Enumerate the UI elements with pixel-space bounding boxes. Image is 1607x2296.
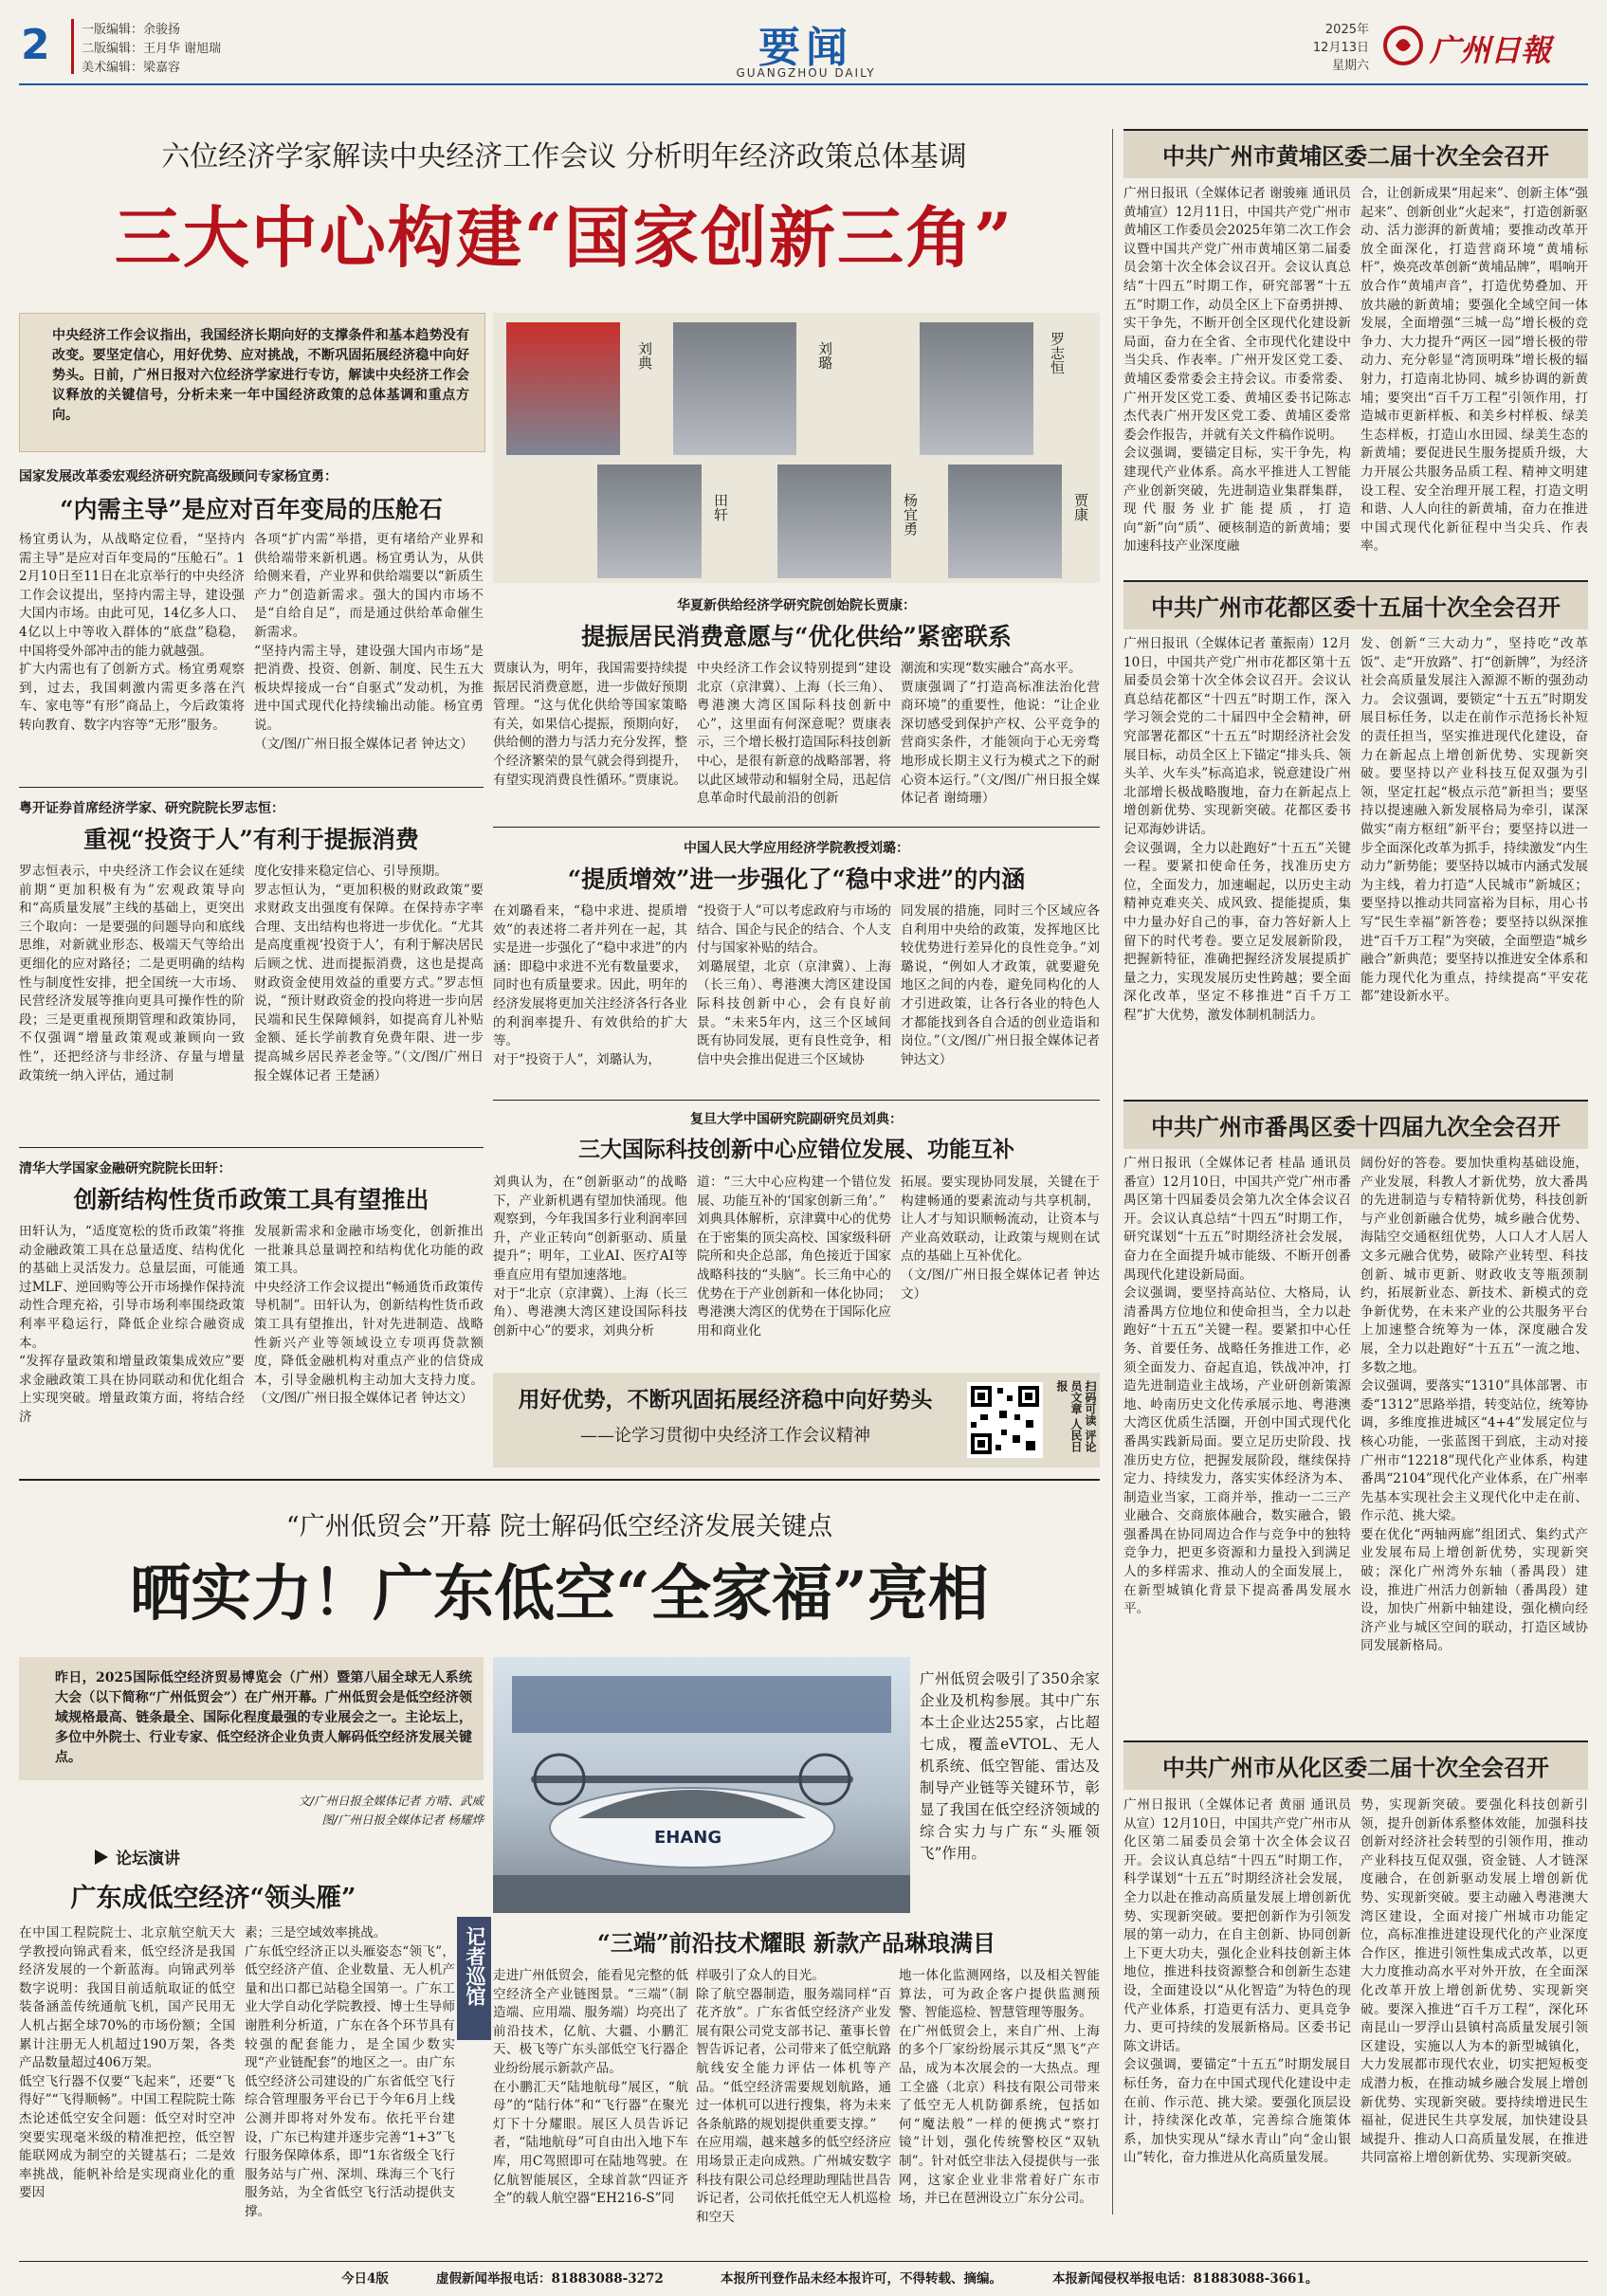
right-article-body: 广州日报讯（全媒体记者 谢骏雍 通讯员 黄埔宣）12月11日，中国共产党广州市黄埔区工作委员会2025年第二次工作会议暨中国共产党广州市黄埔区第二届委员会第十次全体会议召开。会议认真总结“十四五”时期工作，研究部署“十五五”时期工作，动员全区上下奋勇拼搏、实干争先，不断开创全区现代化建设新局面，奋力在全省、全市现代化建设中当尖兵、作表率。广州开发区党工委、黄埔区委常委会主持会议。市委常委、广州开发区党工委、黄埔区委书记陈志杰代表广州开发区党工委、黄埔区委常委会作报告，并就有关文件稿作说明。 会议强调，要锚定目标，实干争先，构建现代产业体系。高水平推进人工智能产业创新突破，先进制造业集群集群，现代服务业扩能提质，打造向“新”向“质”、硬核制造的新黄埔；要加速科技产业深度融 <box>1123 186 1351 555</box>
expert-name-label: 贾康 <box>1072 493 1089 521</box>
editor-line: 美术编辑：梁嘉容 <box>82 61 181 75</box>
article-body: 田轩认为，“适度宽松的货币政策”将推动金融政策工具在总量适度、结构优化的基础上灵活发力。总量层面，可能通过MLF、逆回购等公开市场操作保持流动性合理充裕，引导市场利率围绕政策利率平稳运行，降低企业综合融资成本。 “发挥存量政策和增量政策集成效应”要求金融政策工具在协同联动和优化组合上实现突破。增量政策方面，将结合经济 <box>19 1224 245 1425</box>
footer-copyright: 本报所刊登作品未经本报许可，不得转载、摘编。 <box>721 2271 1002 2287</box>
expert-photo-group <box>493 313 1100 583</box>
right-article-title: 中共广州市花都区委十五届十次全会召开 <box>1151 593 1561 621</box>
expert-portrait <box>948 465 1062 578</box>
forum-body: 素；三是空域效率挑战。 广东低空经济正以头雁姿态“领飞”，低空经济产值、企业数量、无人机产量和出口都已站稳全国第一。广东工业大学自动化学院教授、博士生导师谢胜利分析道，广东在各个环节具有较强的配套能力，是全国少数实现“产业链配套”的地区之一。由广东低空经济公司建设的广东省低空飞行综合管理服务平台已于今年6月上线公测并即将对外发布。依托平台建设，广东已构建并逐步完善“1+3”飞行服务保障体系，即“1东省级全飞行服务站与广州、深圳、珠海三个飞行服务站，为全省低空飞行活动提供支撑。 <box>245 1925 455 2219</box>
article-byline: 粤开证券首席经济学家、研究院院长罗志恒： <box>19 801 284 816</box>
right-article-body: 阔份好的答卷。要加快重构基础设施，产业发展，科教人才新优势，放大番禺的先进制造与专精特新优势，科技创新与产业创新融合优势，城乡融合优势、海陆空交通枢纽优势，人口人才人居人文多元融合优势，破除产业转型、科技创新、城市更新、财政收支等瓶颈制约，拓展新业态、新技术、新模式的竞争新优势，在未来产业的公共服务平台上加速整合统筹为一体，深度融合发展，全力以赴跑好“十五五”一流之地、多数之地。 会议强调，要落实“1310”具体部署、市委“1312”思路举措，转变站位，统筹协调，多维度推进城区“4+4”发展定位与核心功能，一张蓝图干到底，主动对接广州市“12218”现代化产业体系，构建番禺“2104”现代化产业体系，在广州率先基本实现社会主义现代化中走在前、作示范、挑大梁。 要在优化“两轴两廊”组团式、集约式产业发展布局上增创新优势，实现新突破；深化广州湾外东轴（番禺段）建设，推进广州活力创新轴（番禺段）建设，加快广州新中轴建设，强化横向经济产业与城区空间的联动，打造区域协同发展新格局。 <box>1360 1156 1588 1654</box>
top-story-lead: 中央经济工作会议指出，我国经济长期向好的支撑条件和基本趋势没有改变。要坚定信心，用好优势、应对挑战，不断巩固拓展经济稳中向好势头。日前，广州日报对六位经济学家进行专访，解读中央经济工作会议释放的关键信号，分析未来一年中国经济政策的总体基调和重点方向。 <box>52 328 469 423</box>
lowalt-credit: 文/广州日报全媒体记者 方晴、武威 图/广州日报全媒体记者 杨耀烨 <box>298 1794 484 1827</box>
article-byline: 清华大学国家金融研究院院长田轩： <box>19 1161 231 1176</box>
tech-title: “三端”前沿技术耀眼 新款产品琳琅满目 <box>597 1929 995 1957</box>
article-byline: 华夏新供给经济学研究院创始院长贾康： <box>677 598 916 613</box>
footer-tipline: 本报新闻侵权举报电话：81883088-3661。 <box>1052 2271 1319 2287</box>
expert-name-label: 罗志恒 <box>1049 332 1066 374</box>
expert-name-label: 刘璐 <box>816 341 833 370</box>
right-article-title: 中共广州市黄埔区委二届十次全会召开 <box>1162 142 1549 170</box>
right-article-body: 广州日报讯（全媒体记者 董振南）12月10日，中国共产党广州市花都区第十五届委员会第十次全体会议召开。会议认真总结花都区“十四五”时期工作，深入学习领会党的二十届四中全会精神，研究部署花都区“十五五”时期经济社会发展目标，动员全区上下锚定“排头兵、领头羊、火车头”标高追求，锐意建设广州北部增长极战略腹地，奋力在新起点上增创新优势、实现新突破。花都区委书记邓海妙讲话。 会议强调，全力以赴跑好“十五五”关键一程。要紧扣使命任务，找准历史方位，全面发力，加速崛起，以历史主动精神克难夹关、成风致、提能提质，集中力量办好自己的事，奋力答好新人上留下的时代考卷。要立足发展新阶段，把握新特征，准确把握经济发展提质扩量之力，实现发展历史性跨越；要全面深化改革，坚定不移推进“百千万工程”扩大优势，激发体制机制活力。 <box>1123 636 1351 1023</box>
article-body: 贾康认为，明年，我国需要持续提振居民消费意愿，进一步做好预期管理。“这与优化供给等国家策略有关，如果信心提振，预期向好，供给侧的潜力与活力充分发挥，整个经济繁荣的景气就会得到提升，有望实现消费良性循环。”贾康说。 <box>493 661 687 788</box>
article-body: “投资于人”可以考虑政府与市场的结合、国企与民企的结合、个人支付与国家补贴的结合。 刘璐展望，北京（京津冀）、上海（长三角）、粤港澳大湾区建设国际科技创新中心，会有良好前景。“未来5年内，这三个区域间既有协同发展，更有良性竞争，相信中央会推出促进三个区域协 <box>697 903 891 1067</box>
article-body: 刘典认为，在“创新驱动”的战略下，产业新机遇有望加快涌现。他观察到，今年我国多行业利润率回升，产业正转向“创新驱动、质量提升”；明年，工业AI、医疗AI等垂直应用有望加速落地。 对于“北京（京津冀）、上海（长三角）、粤港澳大湾区建设国际科技创新中心”的要求，刘典分析 <box>493 1175 687 1339</box>
date-weekday: 星期六 <box>1331 59 1369 73</box>
article-body: 各项“扩内需”举措，更有堵给产业界和供给端带来新机遇。杨宜勇认为，从供给侧来看，产业界和供给端要以“新质生产力”创造新需求。强大的国内市场不是“自给自足”，而是通过供给革命催生新需求。 “坚持内需主导，建设强大国内市场”是把消费、投资、创新、制度、民生五大板块焊接成一台“自驱式”发动机，为推进中国式现代化持续输出动能。杨宜勇说。 （文/图/广州日报全媒体记者 钟达文） <box>254 532 484 752</box>
editor-line: 一版编辑：余骏扬 <box>82 23 181 37</box>
editor-list <box>82 21 221 78</box>
article-body: 同发展的措施，同时三个区域应各自利用中央给的政策，发挥地区比较优势进行差异化的良性竞争。”刘璐说，“例如人才政策，就要避免地区之间的内卷，避免同构化的人才引进政策，让各行各业的特色人才都能找到各自合适的创业造诣和岗位。”（文/图/广州日报全媒体记者 钟达文） <box>901 903 1100 1067</box>
article-title: “提质增效”进一步强化了“稳中求进”的内涵 <box>567 866 1026 893</box>
reporter-tag-label: 记者巡馆 <box>464 1926 487 2006</box>
issue-date <box>1308 21 1369 75</box>
article-title: 三大国际科技创新中心应错位发展、功能互补 <box>578 1137 1014 1162</box>
forum-title: 广东成低空经济“领头雁” <box>70 1884 356 1913</box>
page-footer <box>19 2268 1588 2288</box>
right-article-title: 中共广州市番禺区委十四届九次全会召开 <box>1151 1113 1561 1140</box>
qr-label: 扫码可读 评论员文章 人民日报 <box>1055 1380 1097 1453</box>
page-number: 2 <box>21 21 50 69</box>
right-article-body: 合，让创新成果“用起来”、创新主体“强起来”、创新创业“火起来”，打造创新驱动、活力澎湃的新黄埔；要推动改革开放全面深化，打造营商环境“黄埔标杆”，焕亮改革创新“黄埔品牌”，唱响开放合作“黄埔声音”，打造优势叠加、开放共融的新黄埔；要强化全域空间一体发展，全面增强“三城一岛”增长极的竞争力、大力提升“两区一园”增长极的带动力、充分彰显“湾顶明珠”增长极的辐射力，打造南北协同、城乡协调的新黄埔；要突出“百千万工程”引领作用，打造城市更新样板、和美乡村样板、绿美生态样板，打造山水田园、绿美生态的新黄埔；要促进民生服务提质升级，大力开展公共服务品质工程、精神文明建设工程、安全治理开展工程，打造文明和谐、人人向往的新黄埔，奋力在推进中国式现代化新征程中当尖兵、作表率。 <box>1360 186 1588 555</box>
date-year: 2025年 <box>1324 23 1369 37</box>
expert-name-label: 刘典 <box>636 341 653 370</box>
expert-portrait <box>920 322 1033 455</box>
article-body: 道：“三大中心应构建一个错位发展、功能互补的‘国家创新三角’。” 刘典具体解析，京津冀中心的优势在于密集的顶尖高校、国家级科研院所和央企总部，角色接近于国家战略科技的“头脑”。长三角中心的优势在于产业创新和一体化协同；粤港澳大湾区的优势在于国际化应用和商业化 <box>697 1175 891 1339</box>
aircraft-drawing <box>493 1657 910 1913</box>
article-body: 杨宜勇认为，从战略定位看，“坚持内需主导”是应对百年变局的“压舱石”。12月10日至11日在北京举行的中央经济工作会议提出，坚持内需主导，建设强大国内市场。由此可见，14亿多人口、4亿以上中等收入群体的“底盘”稳稳，中国将受外部冲击的能力就越强。 扩大内需也有了创新方式。杨宜勇观察到，过去，我国刺激内需更多落在汽车、家电等“有形”商品上，今后政策将转向教育、数字内容等“无形”服务。 <box>19 532 245 733</box>
lowalt-headline: 晒实力！广东低空“全家福”亮相 <box>130 1558 989 1630</box>
reporter-tag <box>457 1917 491 2040</box>
lowalt-kicker: “广州低贸会”开幕 院士解码低空经济发展关键点 <box>285 1512 833 1541</box>
date-day: 12月13日 <box>1312 41 1369 55</box>
expert-portrait <box>506 322 620 455</box>
article-title: 创新结构性货币政策工具有望推出 <box>73 1186 429 1213</box>
footer-hotline: 虚假新闻举报电话：81883088-3272 <box>436 2271 664 2287</box>
tech-body: 样吸引了众人的目光。 除了航空器制造，服务端同样“百花齐放”。广东省低空经济产业发展有限公司党支部书记、董事长曾智告诉记者，公司带来了低空航路航线安全能力评估一体机等产品。“低空经济需要规划航路，通过一体机可以进行搜集，将为未来各条航路的规划提供重要支撑。” 在应用端，越来越多的低空经济应用场景正走向成熟。广州城安数字科技有限公司总经理助理陆世昌告诉记者，公司依托低空无人机巡检和空天 <box>696 1968 891 2225</box>
expert-portrait <box>673 322 796 455</box>
logo-mark-icon <box>1382 25 1424 66</box>
article-body: 度化安排来稳定信心、引导预期。 罗志恒认为，“更加积极的财政政策”要求财政支出强度有保障。在保持赤字率合理、支出结构也将进一步优化。“尤其是高度重视‘投资于人’，有利于解决居民后顾之忧、进而提振消费，这也是提高财政资金使用效益的重要方式。”罗志恒说，“预计财政资金的投向将进一步向居民端和民生保障倾斜，如提高育儿补贴金额、延长学前教育免费年限、进一步提高城乡居民养老金等。”（文/图/广州日报全媒体记者 王楚涵） <box>254 864 484 1084</box>
commentary-subtitle: ——论学习贯彻中央经济工作会议精神 <box>580 1426 870 1446</box>
article-body: 发展新需求和金融市场变化，创新推出一批兼具总量调控和结构优化功能的政策工具。 中央经济工作会议提出“畅通货币政策传导机制”。田轩认为，创新结构性货币政策工具有望推出，针对先进制造、战略性新兴产业等领域设立专项再贷款额度，降低金融机构对重点产业的信贷成本，引导金融机构主动加大支持力度。（文/图/广州日报全媒体记者 钟达文） <box>254 1224 484 1407</box>
article-byline: 中国人民大学应用经济学院教授刘璐： <box>684 841 909 856</box>
forum-tag <box>95 1845 284 1869</box>
article-body: 拓展。要实现协同发展，关键在于构建畅通的要素流动与共享机制，让人才与知识顺畅流动，让资本与产业高效联动，让政策与规则在试点的基础上互补优化。 （文/图/广州日报全媒体记者 钟达文） <box>901 1175 1100 1302</box>
right-article-body: 发、创新“三大动力”，坚持吃“改革饭”、走“开放路”、打“创新牌”，为经济社会高质量发展注入源源不断的强劲动力。 会议强调，要锁定“十五五”时期发展目标任务，以走在前作示范扬长补短的责任担当，坚实推进现代化建设，奋力在新起点上增创新优势、实现新突破。要坚持以产业科技互促双强为引领，坚定扛起“极点示范”新担当；要坚持以提速融入新发展格局为牵引，谋深做实“南方枢纽”新平台；要坚持以进一步全面深化改革为抓手，持续激发“内生动力”新势能；要坚持以城市内涵式发展为主线，着力打造“人民城市”新城区；要坚持以推动共同富裕为目标，用心书写“民生幸福”新答卷；要坚持以纵深推进“百千万工程”为突破，全面塑造“城乡融合”新典范；要坚持以推进安全体系和能力现代化为重点，持续提高“平安花都”建设新水平。 <box>1360 636 1588 1005</box>
section-subtitle: GUANGZHOU DAILY <box>736 66 876 80</box>
lowalt-lead: 昨日，2025国际低空经济贸易博览会（广州）暨第八届全球无人系统大会（以下简称“广州低贸会”）在广州开幕。广州低贸会是低空经济领域规格最高、链条最全、国际化程度最强的专业展会之一。主论坛上，多位中外院士、行业专家、低空经济企业负责人解码低空经济发展关键点。 <box>55 1670 472 1765</box>
forum-body: 在中国工程院院士、北京航空航天大学教授向锦武看来，低空经济是我国经济发展的一个新蓝海。向锦武列举数字说明：我国目前适航取证的低空装备涵盖传统通航飞机，国产民用无人机占据全球70%的市场份额；全国累计注册无人机超过190万架，各类产品数量超过406万架。 低空飞行器不仅要“飞起来”，还要“飞得好”“飞得顺畅”。中国工程院院士陈杰论述低空安全问题：低空对时空冲突要实现毫米级的精准把控，低空智能联网成为制空的关键基石；二是效率挑战，能帆补给是实现商业化的重要因 <box>19 1925 235 2201</box>
expert-name-label: 田轩 <box>712 493 729 521</box>
commentary-title: 用好优势，不断巩固拓展经济稳中向好势头 <box>518 1387 933 1412</box>
forum-tag-label: 论坛演讲 <box>116 1850 180 1868</box>
article-title: “内需主导”是应对百年变局的压舱石 <box>60 496 443 523</box>
exhibition-brand-label: EHANG <box>654 1828 722 1848</box>
masthead-logo <box>1382 23 1572 70</box>
article-title: 提振居民消费意愿与“优化供给”紧密联系 <box>581 623 1012 650</box>
article-body: 罗志恒表示，中央经济工作会议在延续前期“更加积极有为”宏观政策导向和“高质量发展”主线的基础上，更突出三个取向：一是要强的问题导向和底线思维，对新就业形态、极端天气等给出更细化的应对路径；二是更明确的结构性与制度性安排，把全国统一大市场、民营经济发展等推向更具可操作性的阶段；三是更重视预期管理和政策协同，不仅强调“增量政策观或兼顾向一致性”，还把经济与非经济、存量与增量政策统一纳入评估，通过制 <box>19 864 245 1084</box>
expert-name-label: 杨宜勇 <box>902 493 919 536</box>
tech-body: 地一体化监测网络，以及相关智能算法，可为政企客户提供监测预警、智能巡检、智慧管理等服务。 在广州低贸会上，来自广州、上海的多个厂家纷纷展示其反“黑飞”产品，成为本次展会的一大热点。理工全盛（北京）科技有限公司带来了低空无人机防御系统，包括如何“魔法般”一样的便携式“察打镜”计划，强化传统警校区“双轨制”。针对低空非法入侵提供与一张网，这家企业业非常着好广东市场，并已在琶洲设立广东分公司。 <box>899 1968 1100 2207</box>
photo-caption: 广州低贸会吸引了350余家企业及机构参展。其中广东本土企业达255家，占比超七成，覆盖eVTOL、无人机系统、低空智能、雷达及制导产业链等关键环节，彰显了我国在低空经济领域的综合实力与广东“头雁领飞”作用。 <box>920 1670 1100 1862</box>
expert-portrait <box>777 465 891 578</box>
play-triangle-icon <box>95 1850 108 1865</box>
editor-line: 二版编辑：王月华 谢旭瑞 <box>82 42 222 56</box>
article-body: 潮流和实现“数实融合”高水平。 贾康强调了“打造高标准法治化营商环境”的重要性，他说：“让企业深切感受到保护产权、公平竞争的营商实条件，才能领向于心无旁骛地形成长期主义行为模式之下的耐心资本运行。”（文/图/广州日报全媒体记者 谢绮珊） <box>901 661 1100 807</box>
right-article-title: 中共广州市从化区委二届十次全会召开 <box>1162 1754 1549 1781</box>
section-title: 要闻 <box>758 24 853 72</box>
right-article-body: 势，实现新突破。要强化科技创新引领，提升创新体系整体效能，加强科技创新对经济社会转型的引领作用，推动产业科技互促双强，资金链、人才链深度融合，在创新驱动发展上增创新优势、实现新突破。要主动融入粤港澳大湾区建设，全面对接广州城市功能定位，高标准推进建设现代化的产业深度合作区，推进引领性集成式改革，以更大力度推动高水平对外开放，在全面深化改革开放上增创新优势、实现新突破。要深入推进“百千万工程”，深化环南昆山一罗浮山县镇村高质量发展引领区建设，实施以人为本的新型城镇化，大力发展都市现代农业，切实把短板变成潜力板，在推动城乡融合发展上增创新优势、实现新突破。要持续增进民生福祉，促进民生共享发展，加快建设县域提升、推动人口高质量发展，在推进共同富裕上增创新优势、实现新突破。 <box>1360 1797 1588 2166</box>
qr-code-icon <box>967 1382 1043 1458</box>
page-header <box>0 0 1607 85</box>
right-article-body: 广州日报讯（全媒体记者 黄丽 通讯员 从宣）12月10日，中国共产党广州市从化区第二届委员会第十次全体会议召开。会议认真总结“十四五”时期工作，科学谋划“十五五”时期经济社会发展，全力以赴在推动高质量发展上增创新优势、实现新突破。要把创新作为引领发展的第一动力，在自主创新、协同创新上下更大功夫，强化企业科技创新主体地位，推进科技资源整合和创新生态建设，全面建设以“从化智造”为特色的现代产业体系，打造更有活力、更具竞争力、更可持续的发展新格局。区委书记陈文讲话。 会议强调，要锚定“十五五”时期发展目标任务，奋力在中国式现代化建设中走在前、作示范、挑大梁。要强化顶层设计，持续深化改革，完善综合施策体系，加快实现从“绿水青山”向“金山银山”转化，奋力推进从化高质量发展。 <box>1123 1797 1351 2166</box>
article-title: 重视“投资于人”有利于提振消费 <box>83 826 419 853</box>
expert-portrait <box>597 465 702 578</box>
top-story-kicker: 六位经济学家解读中央经济工作会议 分析明年经济政策总体基调 <box>161 140 967 173</box>
logo-text: 广州日報 <box>1430 32 1552 68</box>
footer-page-count: 今日4版 <box>341 2271 389 2287</box>
article-byline: 复旦大学中国研究院副研究员刘典： <box>690 1112 903 1127</box>
commentary-box[interactable] <box>493 1373 1100 1467</box>
top-story-headline: 三大中心构建“国家创新三角” <box>114 198 1014 277</box>
tech-body: 走进广州低贸会，能看见完整的低空经济全产业链图景。“三端”（制造端、应用端、服务端）均亮出了前沿技术，亿航、大疆、小鹏汇天、极飞等广东头部低空飞行器企业纷纷展示新款产品。 在小鹏汇天“陆地航母”展区，“航母”的“陆行体”和“飞行器”在聚光灯下十分耀眼。展区人员告诉记者，“陆地航母”可自由出入地下车库，用C驾照即可在陆地驾驶。在亿航智能展区，全球首款“四证齐全”的载人航空器“EH216-S”同 <box>493 1968 688 2207</box>
right-article-body: 广州日报讯（全媒体记者 桂晶 通讯员 番宣）12月10日，中国共产党广州市番禺区第十四届委员会第九次全体会议召开。会议认真总结“十四五”时期工作，研究谋划“十五五”时期经济社会发展，奋力在全面提升城市能级、不断开创番禺现代化建设新局面。 会议强调，要坚持高站位、大格局，认清番禺方位地位和使命担当，全力以赴跑好“十五五”关键一程。要紧扣中心任务、首要任务、战略任务推进工作，必须全面发力、奋起直追，铁战冲冲，打造先进制造业主战场，产业研创新策源地、岭南历史文化传承展示地、粤港澳大湾区优质生活圈，开创中国式现代化番禺实践新局面。要立足历史阶段、找准历史方位，把握发展阶段，继续保持定力、持续发力，落实实体经济为本、制造业当家，工商并举，推动一二三产业融合、交商旅体融合，数实融合，锻强番禺在协同周边合作与竞争中的独特竞争力，把更多资源和力量投入到满足人的多样需求、推动人的全面发展上，在新型城镇化背景下提高番禺发展水平。 <box>1123 1156 1351 1617</box>
article-body: 中央经济工作会议特别提到“建设北京（京津冀）、上海（长三角）、粤港澳大湾区国际科技创新中心”，这里面有何深意呢？贾康表示，三个增长极打造国际科技创新中心，是很有新意的战略部署，将以此区域带动和辐射全局，迅起信息革命时代最前沿的创新 <box>697 661 891 807</box>
article-byline: 国家发展改革委宏观经济研究院高级顾问专家杨宜勇： <box>19 469 338 484</box>
qr-code[interactable] <box>967 1382 1043 1458</box>
article-body: 在刘璐看来，“稳中求进、提质增效”的表述将二者并列在一起，其实是进一步强化了“稳中求进”的内涵：即稳中求进不光有数量要求，同时也有质量要求。因此，明年的经济发展将更加关注经济各行各业的利润率提升、有效供给的扩大等。 对于“投资于人”，刘璐认为， <box>493 903 687 1067</box>
exhibition-photo <box>493 1657 910 1913</box>
